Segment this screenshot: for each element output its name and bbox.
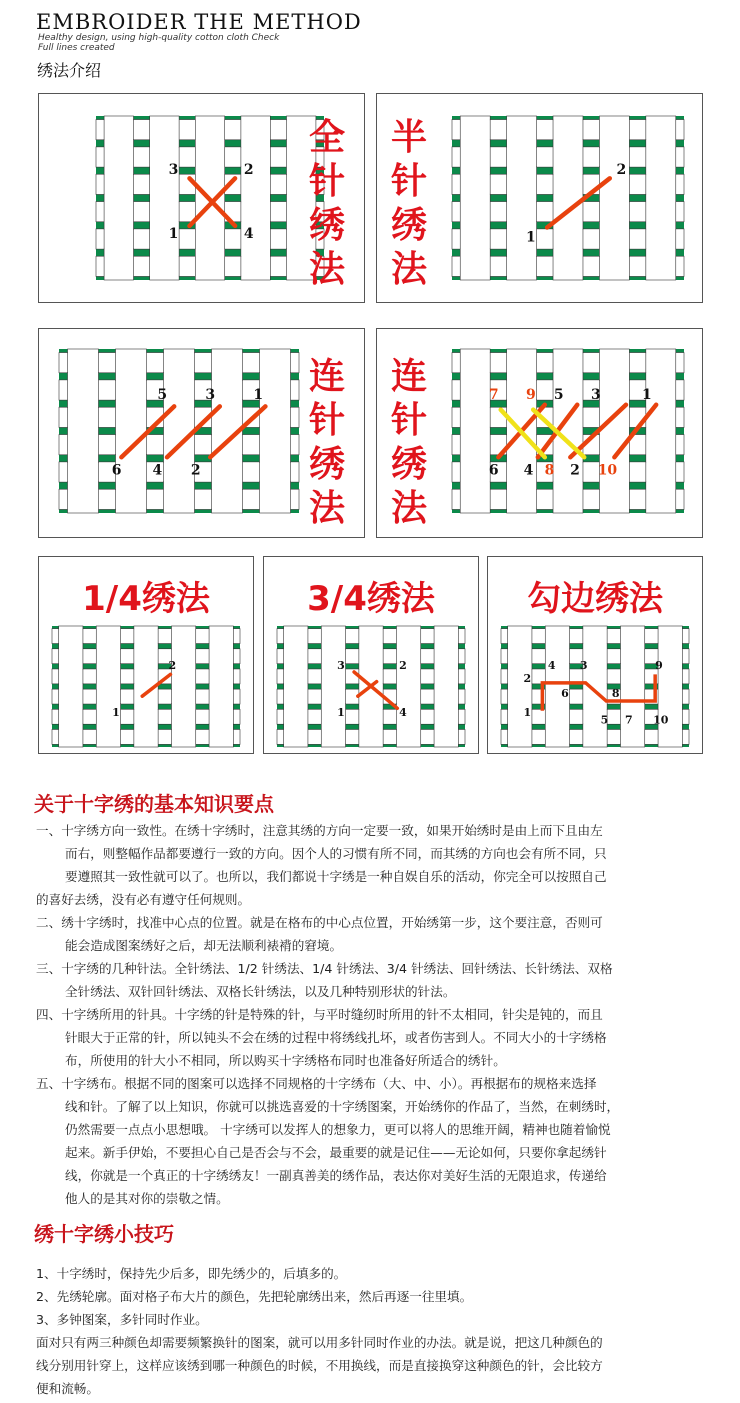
section-label: 绣法介绍 <box>37 61 102 80</box>
weave-over-patch <box>645 229 677 248</box>
title-char-4: 法 <box>309 488 346 529</box>
warp-strip <box>646 349 676 513</box>
title-char-3: 绣 <box>309 444 346 485</box>
basics-line: 一、十字绣方向一致性。在绣十字绣时，注意其绣的方向一定要一致，如果开始绣时是由上而下且由左 <box>36 823 603 838</box>
panel-quarter-stitch <box>38 556 254 754</box>
weave-over-patch <box>67 408 100 427</box>
title-char-4: 法 <box>391 488 428 529</box>
weave-over-patch <box>170 690 196 704</box>
weave-over-patch <box>506 490 538 509</box>
warp-strip <box>460 349 490 513</box>
stitch-point-label: 6 <box>488 462 499 479</box>
weave-over-patch <box>133 670 159 684</box>
page-title: EMBROIDER THE METHOD <box>36 10 362 34</box>
warp-strip <box>116 349 147 513</box>
warp-strip <box>104 116 133 280</box>
weave-over-patch <box>58 629 84 643</box>
stitch-point-label: 4 <box>547 658 556 672</box>
basics-line: 布，所使用的针大小不相同，所以购买十字绣格布同时也准备好所适合的绣针。 <box>65 1053 506 1068</box>
weave-over-patch <box>544 730 570 744</box>
weave-over-patch <box>133 710 159 724</box>
weave-over-patch <box>58 670 84 684</box>
weave-over-patch <box>506 202 538 221</box>
stitch-point-label: 3 <box>168 162 179 179</box>
weave <box>59 349 299 513</box>
weave-over-patch <box>58 710 84 724</box>
weave-over-patch <box>395 730 421 744</box>
weave-over-patch <box>194 120 225 139</box>
weave-over-patch <box>645 462 677 481</box>
basics-line: 二、绣十字绣时，找准中心点的位置。就是在格布的中心点位置，开始绣第一步，这个要注意，否则可 <box>36 915 603 930</box>
stitch-point-label: 1 <box>337 706 345 720</box>
weave-over-patch <box>115 380 148 399</box>
weave-over-patch <box>95 649 121 663</box>
warp-strip <box>620 626 644 747</box>
stitch-point-label: 2 <box>523 672 532 686</box>
stitch-point-label: 10 <box>653 713 669 727</box>
tips-line: 便和流畅。 <box>36 1381 99 1396</box>
title-char-3: 绣 <box>309 205 346 246</box>
warp-strip <box>507 116 537 280</box>
weave-over-patch <box>320 690 346 704</box>
tips-line: 线分别用针穿上，这样应该绣到哪一种颜色的时候，不用换线，而是直接换穿这种颜色的针，会比较方 <box>36 1358 603 1373</box>
weave-over-patch <box>619 649 645 663</box>
title-char-3: 绣 <box>391 444 428 485</box>
weave-over-patch <box>598 202 630 221</box>
panel-title: 勾边绣法 <box>527 579 663 619</box>
stitch-point-label: 3 <box>579 658 588 672</box>
weave-over-patch <box>170 730 196 744</box>
warp-strip <box>553 116 583 280</box>
tips-title: 绣十字绣小技巧 <box>34 1222 174 1246</box>
page-subtitle-2: Full lines created <box>38 43 115 53</box>
basics-line: 而右，则整幅作品都要遵行一致的方向。因个人的习惯有所不同，而其绣的方向也会有所不同，只 <box>65 846 607 861</box>
basics-line: 三、十字绣的几种针法。全针绣法、1/2 针绣法、1/4 针绣法、3/4 针绣法、回针绣法、长针绣法、双格 <box>36 961 613 976</box>
panel-continuous-cross-stitch <box>376 328 703 538</box>
stitch-point-label: 5 <box>553 386 564 403</box>
panel-title: 3/4绣法 <box>307 579 435 619</box>
stitch-point-label: 1 <box>112 706 120 720</box>
weave-over-patch <box>358 710 384 724</box>
warp-strip <box>599 349 629 513</box>
stitch-point-label: 1 <box>642 386 652 403</box>
weave-over-patch <box>459 229 491 248</box>
weave <box>501 626 689 747</box>
stitch-point-label: 1 <box>526 229 536 246</box>
warp-strip <box>396 626 420 747</box>
title-char-4: 法 <box>391 249 428 290</box>
stitch-point-label: 1 <box>253 386 264 403</box>
weave-over-patch <box>598 380 630 399</box>
weave-over-patch <box>506 257 538 276</box>
title-char-2: 针 <box>391 161 428 202</box>
panel-outline-stitch <box>487 556 703 754</box>
panel-title <box>309 116 345 292</box>
basics-line: 起来。新手伊始，不要担心自己是否会与不会，最重要的就是记住——无论如何，只要你拿起绣针 <box>65 1145 607 1160</box>
weave <box>452 116 684 280</box>
stitch-point-label: 1 <box>168 226 179 243</box>
stitch-point-label: 8 <box>544 462 555 479</box>
title-char-4: 法 <box>309 249 346 290</box>
weave-over-patch <box>283 670 309 684</box>
warp-strip <box>658 626 682 747</box>
basics-line: 仍然需要一点点小思想哦。 十字绣可以发挥人的想象力，更可以将人的思维开阔，精神也随着愉悦 <box>65 1122 611 1137</box>
title-char-2: 针 <box>309 400 346 441</box>
weave-over-patch <box>552 353 584 372</box>
weave-over-patch <box>283 710 309 724</box>
stitch-point-label: 6 <box>561 686 569 700</box>
weave-over-patch <box>433 710 459 724</box>
title-char-1: 连 <box>391 356 428 397</box>
weave-over-patch <box>283 629 309 643</box>
weave-over-patch <box>149 202 180 221</box>
weave-over-patch <box>619 730 645 744</box>
basics-line: 五、十字绣布。根据不同的图案可以选择不同规格的十字绣布（大、中、小）。再根据布的规格来选择 <box>36 1076 597 1091</box>
weave-over-patch <box>552 175 584 194</box>
warp-strip <box>434 626 458 747</box>
warp-strip <box>164 349 195 513</box>
warp-strip <box>599 116 629 280</box>
stitch-point-label: 4 <box>152 462 163 479</box>
stitch-point-label: 5 <box>600 713 609 727</box>
weave-over-patch <box>115 490 148 509</box>
weave-over-patch <box>459 353 491 372</box>
weave-over-patch <box>67 353 100 372</box>
stitch-point-label: 8 <box>611 686 620 700</box>
weave-over-patch <box>240 257 271 276</box>
stitch-point-label: 4 <box>243 226 254 243</box>
title-char-3: 绣 <box>391 205 428 246</box>
stitch-point-label: 3 <box>590 386 601 403</box>
warp-strip <box>284 626 308 747</box>
page-subtitle-1: Healthy design, using high-quality cotton cloth Check <box>38 33 280 43</box>
weave <box>52 626 240 747</box>
weave-over-patch <box>208 710 234 724</box>
weave-over-patch <box>259 462 292 481</box>
weave-over-patch <box>194 229 225 248</box>
stitch-point-label: 2 <box>168 658 177 672</box>
panel-title <box>391 355 427 531</box>
weave-over-patch <box>459 120 491 139</box>
title-char-1: 半 <box>391 117 428 158</box>
panel-continuous-stitch <box>38 328 365 538</box>
stitch-point-label: 7 <box>625 713 633 727</box>
panel-grid <box>264 557 478 753</box>
basics-line: 针眼大于正常的针，所以钝头不会在绣的过程中将绣线扎坏，或者伤害到人。不同大小的十字绣格 <box>65 1030 607 1045</box>
stitch-point-label: 2 <box>616 162 627 179</box>
weave-over-patch <box>645 175 677 194</box>
title-char-1: 全 <box>309 117 346 158</box>
warp-strip <box>583 626 607 747</box>
tips-line: 1、十字绣时，保持先少后多，即先绣少的，后填多的。 <box>36 1266 347 1281</box>
weave-over-patch <box>552 229 584 248</box>
weave-over-patch <box>645 120 677 139</box>
basics-line: 线和针。了解了以上知识，你就可以挑选喜爱的十字绣图案，开始绣你的作品了，当然，在刺绣时， <box>65 1099 620 1114</box>
weave-over-patch <box>459 175 491 194</box>
basics-line: 线，你就是一个真正的十字绣绣友！一副真善美的绣作品，表达你对美好生活的无限追求，传递给 <box>65 1168 607 1183</box>
warp-strip <box>508 626 532 747</box>
warp-strip <box>209 626 233 747</box>
panel-full-stitch <box>38 93 365 303</box>
weave-over-patch <box>259 353 292 372</box>
basics-line: 他人的是其对你的崇敬之情。 <box>65 1191 229 1206</box>
weave-over-patch <box>211 380 244 399</box>
weave-over-patch <box>103 175 134 194</box>
stitch-point-label: 2 <box>399 658 407 672</box>
stitch-point-label: 4 <box>399 706 407 720</box>
title-char-2: 针 <box>309 161 346 202</box>
panel-title <box>309 355 345 531</box>
panel-grid <box>488 557 702 753</box>
weave-over-patch <box>211 490 244 509</box>
basics-line: 四、十字绣所用的针具。十字绣的针是特殊的针，与平时缝纫时所用的针不太相同，针尖是钝的，而且 <box>36 1007 603 1022</box>
stitch-point-label: 2 <box>243 162 254 179</box>
stitch-point-label: 7 <box>488 386 499 403</box>
weave-over-patch <box>395 690 421 704</box>
stitch-point-label: 1 <box>523 706 532 720</box>
panel-three-quarter-stitch <box>263 556 479 754</box>
stitch-point-label: 3 <box>205 386 216 403</box>
stitch-point-label: 9 <box>655 658 663 672</box>
weave-over-patch <box>582 629 608 643</box>
stitch-point-label: 2 <box>570 462 580 479</box>
warp-strip <box>460 116 490 280</box>
panel-title <box>391 116 427 292</box>
basics-line: 要遵照其一致性就可以了。也所以，我们都说十字绣是一种自娱自乐的活动，你完全可以按照自己 <box>65 869 607 884</box>
stitch-point-label: 9 <box>526 386 536 403</box>
stitch-point-label: 4 <box>523 462 534 479</box>
title-char-1: 连 <box>309 356 346 397</box>
basics-line: 的喜好去绣，没有必有遵守任何规则。 <box>36 892 251 907</box>
weave-over-patch <box>507 629 533 643</box>
panel-grid <box>39 557 253 753</box>
weave-over-patch <box>552 120 584 139</box>
weave-over-patch <box>208 670 234 684</box>
basics-title: 关于十字绣的基本知识要点 <box>34 792 274 816</box>
weave-over-patch <box>598 490 630 509</box>
weave <box>452 349 684 513</box>
tips-line: 面对只有两三种颜色却需要频繁换针的图案，就可以用多针同时作业的办法。就是说，把这几种颜色的 <box>36 1335 603 1350</box>
stitch-point-label: 2 <box>190 462 201 479</box>
warp-strip <box>321 626 345 747</box>
panel-half-stitch <box>376 93 703 303</box>
title-char-2: 针 <box>391 400 428 441</box>
warp-strip <box>171 626 195 747</box>
weave-over-patch <box>103 229 134 248</box>
warp-strip <box>260 349 291 513</box>
weave-over-patch <box>657 629 683 643</box>
weave-over-patch <box>433 629 459 643</box>
basics-line: 能会造成图案绣好之后，却无法顺利裱褙的窘境。 <box>65 938 343 953</box>
panel-title: 1/4绣法 <box>82 579 210 619</box>
weave-over-patch <box>240 202 271 221</box>
weave-over-patch <box>95 730 121 744</box>
tips-line: 3、多钟图案，多针同时作业。 <box>36 1312 208 1327</box>
basics-line: 全针绣法、双针回针绣法、双格长针绣法，以及几种特别形状的针法。 <box>65 984 456 999</box>
weave-over-patch <box>67 462 100 481</box>
weave-over-patch <box>208 629 234 643</box>
weave-over-patch <box>358 629 384 643</box>
stitch-point-label: 6 <box>111 462 122 479</box>
weave-over-patch <box>459 462 491 481</box>
weave-over-patch <box>459 408 491 427</box>
warp-strip <box>68 349 99 513</box>
stitch-point-label: 3 <box>337 658 345 672</box>
warp-strip <box>241 116 270 280</box>
warp-strip <box>150 116 179 280</box>
warp-strip <box>646 116 676 280</box>
weave-over-patch <box>645 353 677 372</box>
weave-over-patch <box>133 629 159 643</box>
weave-over-patch <box>95 690 121 704</box>
tips-line: 2、先绣轮廓。面对格子布大片的颜色，先把轮廓绣出来，然后再逐一往里填。 <box>36 1289 473 1304</box>
weave-over-patch <box>149 257 180 276</box>
weave-over-patch <box>163 353 196 372</box>
weave-over-patch <box>506 147 538 166</box>
weave-over-patch <box>598 257 630 276</box>
stitch-point-label: 5 <box>157 386 168 403</box>
weave-over-patch <box>103 120 134 139</box>
weave-over-patch <box>320 730 346 744</box>
weave-over-patch <box>433 670 459 684</box>
warp-strip <box>96 626 120 747</box>
stitch-point-label: 10 <box>597 462 618 479</box>
warp-strip <box>59 626 83 747</box>
